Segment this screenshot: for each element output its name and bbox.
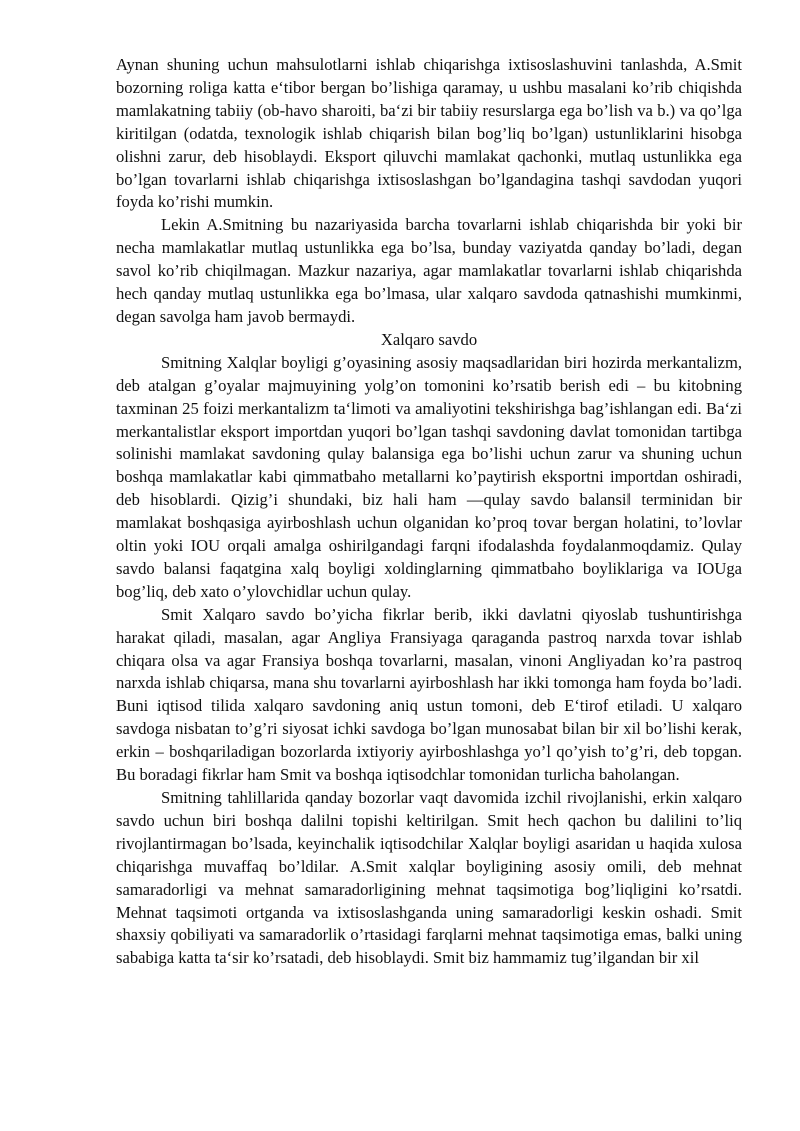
paragraph-1: Aynan shuning uchun mahsulotlarni ishlab chiqarishga ixtisoslashuvini tanlashda, A.Smit bozorning roliga katta e‘tibor bergan bo’lishiga qaramay, u ushbu masalani ko’rib chiqishda mamlakatning tabiiy (ob-havo sharoiti, ba‘zi bir tabiiy resurslarga ega bo’lish va b.) va qo’lga kiritilgan (odatda, texnologik ishlab chiqarish bilan bog’liq bo’lgan) ustunliklarini hisobga olishni zarur, deb hisoblaydi. Eksport qiluvchi mamlakat qachonki, mutlaq ustunlikka ega bo’lgan tovarlarni ishlab chiqarishga ixtisoslashgan bo’lgandagina tashqi savdodan yuqori foyda ko’rishi mumkin. bbox=[116, 55, 742, 212]
paragraph-4: Smit Xalqaro savdo bo’yicha fikrlar berib, ikki davlatni qiyoslab tushuntirishga harakat qiladi, masalan, agar Angliya Fransiyaga qaraganda pastroq narxda tovar ishlab chiqara olsa va agar Fransiya boshqa tovarlarni, masalan, vinoni Angliyadan ko’ra pastroq narxda ishlab chiqarsa, mana shu tovarlarni ayirboshlash har ikki tomonga ham foyda bo’ladi. Buni iqtisod tilida xalqaro savdoning aniq ustun tomoni, deb E‘tirof etiladi. U xalqaro savdoga nisbatan to’g’ri siyosat ichki savdoga bo’lgan munosabat bilan bir xil bo’lishi kerak, erkin – boshqariladigan bozorlarda ixtiyoriy ayirboshlashga yo’l qo’yish to’g’ri, deb topgan. Bu boradagi fikrlar ham Smit va boshqa iqtisodchlar tomonidan turlicha baholangan. bbox=[116, 604, 742, 785]
document-page bbox=[116, 54, 742, 970]
paragraph-3: Smitning Xalqlar boyligi g’oyasining asosiy maqsadlaridan biri hozirda merkantalizm, deb atalgan g’oyalar majmuyining yolg’on tomonini ko’rsatib berish edi – bu kitobning taxminan 25 foizi merkantalizm ta‘limoti va amaliyotini tekshirishga bag’ishlangan edi. Ba‘zi merkantalistlar eksport importdan yuqori bo’lgan tashqi savdoning davlat tomonidan tartibga solinishi mamlakat savdoning qulay balansiga ega bo’lishi uchun zarur va shuning uchun boshqa mamlakatlar kabi qimmatbaho metallarni ko’paytirish eksportni importdan oshiradi, deb hisoblardi. Qizig’i shundaki, biz hali ham ―qulay savdo balansi‖ terminidan bir mamlakat boshqasiga ayirboshlash uchun olganidan ko’proq tovar bergan holatini, to’lovlar oltin yoki IOU orqali amalga oshirilgandagi farqni ifodalashda foydalanmoqdamiz. Qulay savdo balansi faqatgina xalq boyligi xoldinglarning qimmatbaho boyliklariga va IOUga bog’liq, deb xato o’ylovchidlar uchun qulay. bbox=[116, 352, 742, 601]
section-heading: Xalqaro savdo bbox=[380, 329, 478, 349]
paragraph-5: Smitning tahlillarida qanday bozorlar vaqt davomida izchil rivojlanishi, erkin xalqaro savdo uchun biri boshqa dalilni topishi keltirilgan. Smit hech qachon bu dalilini to’liq rivojlantirmagan bo’lsada, keyinchalik iqtisodchilar Xalqlar boyligi asaridan u haqida xulosa chiqarishga muvaffaq bo’ldilar. A.Smit xalqlar boyligining asosiy omili, deb mehnat samaradorligi va mehnat samaradorligining mehnat taqsimotiga bog’liqligini ko’rsatdi. Mehnat taqsimoti ortganda va ixtisoslashganda uning samaradorligi keskin oshadi. Smit shaxsiy qobiliyati va samaradorlik o’rtasidagi farqlarni mehnat taqsimotiga emas, balki uning sababiga katta ta‘sir ko’rsatadi, deb hisoblaydi. Smit biz hammamiz tug’ilgandan bir xil bbox=[116, 788, 742, 968]
paragraph-2: Lekin A.Smitning bu nazariyasida barcha tovarlarni ishlab chiqarishda bir yoki bir necha mamlakatlar mutlaq ustunlikka ega bo’lsa, bunday vaziyatda qanday bo’ladi, degan savol ko’rib chiqilmagan. Mazkur nazariya, agar mamlakatlar tovarlarni ishlab chiqarishda hech qanday mutlaq ustunlikka ega bo’lmasa, ular xalqaro savdoda qatnashishi mumkinmi, degan savolga ham javob bermaydi. bbox=[116, 215, 742, 326]
